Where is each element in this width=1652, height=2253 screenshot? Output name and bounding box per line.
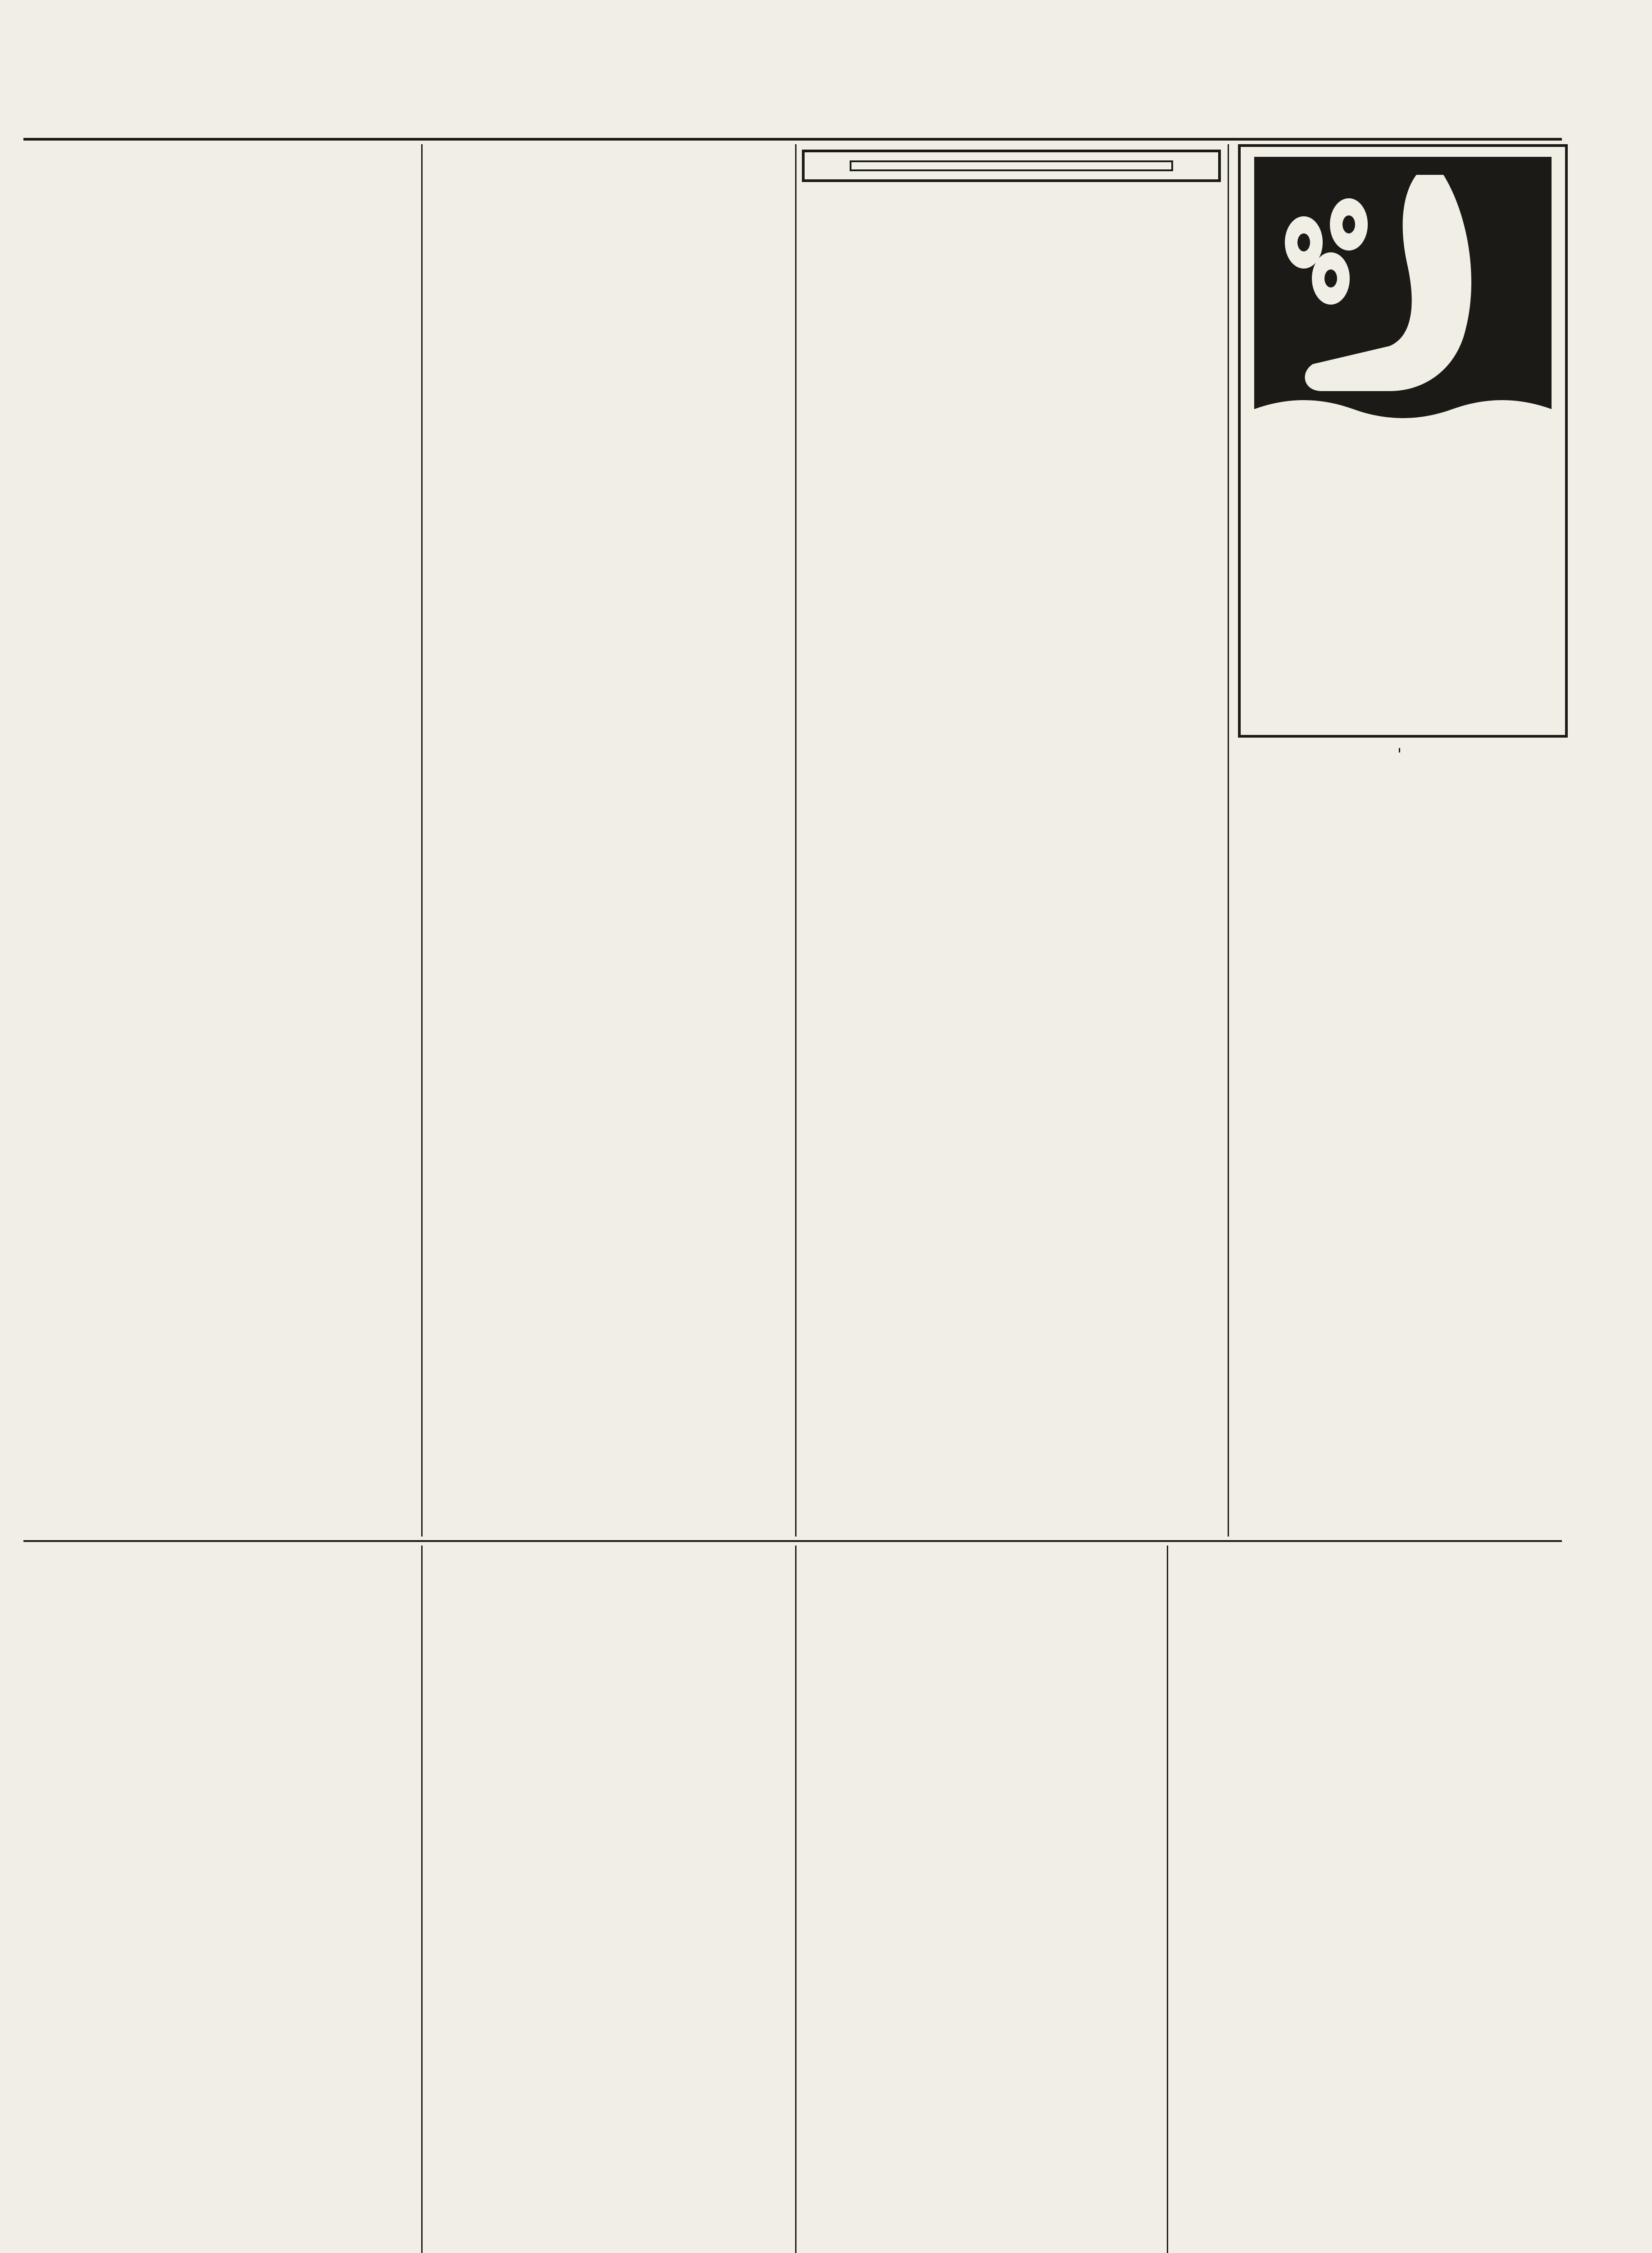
corn-ad xyxy=(1238,144,1568,738)
section-divider xyxy=(23,1540,1562,1542)
foot-bath-illustration xyxy=(1254,157,1552,436)
column-rule xyxy=(1228,144,1229,1537)
market-column-2 xyxy=(428,144,788,1537)
kleine-buehne xyxy=(1406,748,1563,753)
column-rule xyxy=(795,1546,796,2253)
column-rule xyxy=(1167,1546,1168,2253)
page-header xyxy=(23,105,1562,141)
market-column-1 xyxy=(27,144,414,1537)
theater-listings xyxy=(1238,748,1562,753)
column-rule xyxy=(421,1546,423,2253)
market-column-3 xyxy=(802,144,1221,1537)
theater-column xyxy=(1238,743,1562,1302)
radio-program-box xyxy=(802,150,1221,182)
neues-theater xyxy=(1238,748,1400,753)
radio-date xyxy=(850,160,1173,171)
foot-illustration xyxy=(1254,157,1552,436)
column-rule xyxy=(795,144,796,1537)
column-rule xyxy=(421,144,423,1537)
